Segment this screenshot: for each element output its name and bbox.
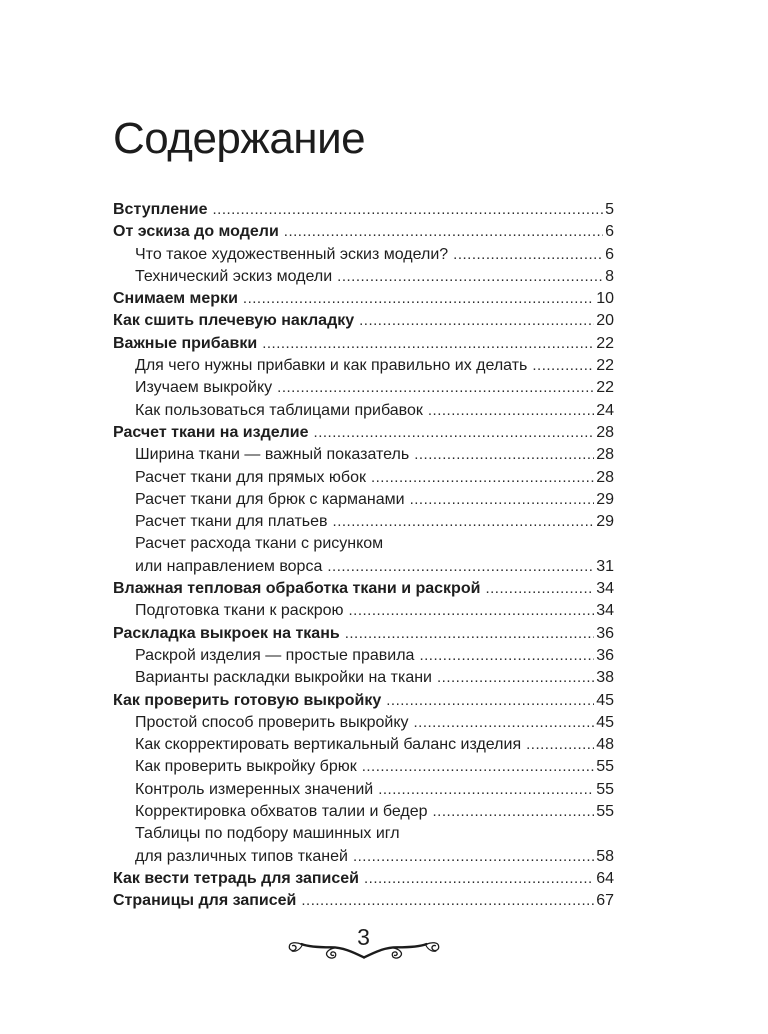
entry-page-number: 6 <box>605 245 614 263</box>
entry-label: Ширина ткани — важный показатель <box>135 446 410 464</box>
dot-leader <box>414 712 595 734</box>
entry-page-number: 34 <box>596 602 614 620</box>
toc-entry <box>113 400 614 422</box>
dot-leader <box>453 244 603 266</box>
entry-page-number: 24 <box>596 401 614 419</box>
dot-leader <box>262 333 594 355</box>
toc-entry <box>113 645 614 667</box>
toc-entry <box>113 667 614 689</box>
dot-leader <box>526 734 594 756</box>
dot-leader <box>414 444 594 466</box>
entry-page-number: 28 <box>596 446 614 464</box>
entry-page-number: 36 <box>596 646 614 664</box>
entry-label: Как сшить плечевую накладку <box>113 312 355 330</box>
entry-label: для различных типов тканей <box>135 847 348 865</box>
page-footer <box>113 923 614 970</box>
dot-leader <box>284 221 603 243</box>
entry-page-number: 45 <box>596 713 614 731</box>
toc-entry <box>113 310 614 332</box>
entry-label: Страницы для записей <box>113 892 297 910</box>
page <box>113 0 614 970</box>
entry-page-number: 55 <box>596 780 614 798</box>
dot-leader <box>333 511 595 533</box>
entry-label: Что такое художественный эскиз модели? <box>135 245 449 263</box>
entry-label: Расчет ткани для прямых юбок <box>135 468 366 486</box>
entry-page-number: 38 <box>596 669 614 687</box>
entry-page-number: 64 <box>596 869 614 887</box>
entry-label: Технический эскиз модели <box>135 267 333 285</box>
dot-leader <box>349 600 595 622</box>
dot-leader <box>353 846 594 868</box>
dot-leader <box>301 890 594 912</box>
entry-label: Вступление <box>113 201 208 218</box>
toc-entry <box>113 868 614 890</box>
entry-label: Контроль измеренных значений <box>135 780 374 798</box>
entry-page-number: 5 <box>605 201 614 218</box>
entry-page-number: 31 <box>596 557 614 575</box>
toc-entry <box>113 288 614 310</box>
entry-page-number: 6 <box>605 223 614 241</box>
dot-leader <box>345 623 595 645</box>
dot-leader <box>410 489 595 511</box>
dot-leader <box>327 556 594 578</box>
toc-entry <box>113 890 614 912</box>
toc-entry <box>113 756 614 778</box>
entry-label: Подготовка ткани к раскрою <box>135 602 344 620</box>
toc-entry <box>113 266 614 288</box>
entry-label: Расчет ткани на изделие <box>113 423 309 441</box>
entry-label: Раскрой изделия — простые правила <box>135 646 415 664</box>
entry-page-number: 55 <box>596 803 614 821</box>
toc-entry <box>113 422 614 444</box>
entry-page-number: 34 <box>596 580 614 598</box>
entry-label: Важные прибавки <box>113 334 258 352</box>
entry-page-number: 29 <box>596 490 614 508</box>
entry-label: Таблицы по подбору машинных игл <box>135 825 400 843</box>
entry-page-number: 8 <box>605 267 614 285</box>
entry-label: Простой способ проверить выкройку <box>135 713 409 731</box>
toc-entry <box>113 355 614 377</box>
toc-entry <box>113 734 614 756</box>
entry-page-number: 22 <box>596 334 614 352</box>
dot-leader <box>532 355 594 377</box>
dot-leader <box>371 467 594 489</box>
toc-entry <box>113 623 614 645</box>
entry-page-number: 28 <box>596 468 614 486</box>
entry-label: Снимаем мерки <box>113 290 238 308</box>
dot-leader <box>337 266 603 288</box>
entry-page-number: 45 <box>596 691 614 709</box>
dot-leader <box>419 645 594 667</box>
dot-leader <box>428 400 594 422</box>
toc-entry <box>113 377 614 399</box>
entry-label: Расчет ткани для брюк с карманами <box>135 490 405 508</box>
entry-label: Как скорректировать вертикальный баланс изделия <box>135 736 522 754</box>
toc-entry <box>113 712 614 734</box>
entry-label: Для чего нужны прибавки и как правильно их делать <box>135 357 528 375</box>
entry-label: Расчет расхода ткани с рисунком <box>135 535 384 553</box>
dot-leader <box>314 422 595 444</box>
dot-leader <box>437 667 594 689</box>
entry-page-number: 55 <box>596 758 614 776</box>
entry-page-number: 22 <box>596 379 614 397</box>
entry-label: От эскиза до модели <box>113 223 279 241</box>
entry-page-number: 48 <box>596 736 614 754</box>
entry-page-number: 20 <box>596 312 614 330</box>
entry-label: Как пользоваться таблицами прибавок <box>135 401 423 419</box>
toc-entry <box>113 600 614 622</box>
toc-entry <box>113 690 614 712</box>
dot-leader <box>485 578 594 600</box>
toc-entry <box>113 444 614 466</box>
entry-label: Расчет ткани для платьев <box>135 513 328 531</box>
dot-leader <box>362 756 594 778</box>
toc-entry <box>113 333 614 355</box>
entry-label: Как проверить готовую выкройку <box>113 691 382 709</box>
dot-leader <box>213 199 604 221</box>
dot-leader <box>378 779 594 801</box>
entry-page-number: 29 <box>596 513 614 531</box>
entry-label: Раскладка выкроек на ткань <box>113 624 340 642</box>
entry-label: Корректировка обхватов талии и бедер <box>135 803 428 821</box>
entry-label: Как проверить выкройку брюк <box>135 758 357 776</box>
dot-leader <box>277 377 594 399</box>
toc-entry <box>113 467 614 489</box>
entry-page-number: 67 <box>596 892 614 910</box>
page-number: 3 <box>357 923 370 950</box>
toc-entry <box>113 511 614 533</box>
toc-entry <box>113 199 614 221</box>
entry-page-number: 58 <box>596 847 614 865</box>
toc-entry <box>113 823 614 845</box>
toc-entry <box>113 578 614 600</box>
entry-label: Как вести тетрадь для записей <box>113 869 359 887</box>
dot-leader <box>433 801 595 823</box>
toc-entry <box>113 846 614 868</box>
page-title: Содержание <box>113 114 366 163</box>
entry-page-number: 22 <box>596 357 614 375</box>
entry-page-number: 10 <box>596 290 614 308</box>
toc-entry <box>113 533 614 555</box>
toc-entry <box>113 489 614 511</box>
toc-list <box>113 199 614 913</box>
entry-label: Варианты раскладки выкройки на ткани <box>135 669 432 687</box>
dot-leader <box>364 868 594 890</box>
entry-page-number: 36 <box>596 624 614 642</box>
entry-label: или направлением ворса <box>135 557 323 575</box>
toc-entry <box>113 556 614 578</box>
dot-leader <box>359 310 594 332</box>
toc-entry <box>113 244 614 266</box>
entry-label: Влажная тепловая обработка ткани и раскрой <box>113 580 481 598</box>
toc-entry <box>113 221 614 243</box>
entry-page-number: 28 <box>596 423 614 441</box>
dot-leader <box>386 690 594 712</box>
entry-label: Изучаем выкройку <box>135 379 273 397</box>
dot-leader <box>243 288 594 310</box>
toc-entry <box>113 779 614 801</box>
toc-entry <box>113 801 614 823</box>
